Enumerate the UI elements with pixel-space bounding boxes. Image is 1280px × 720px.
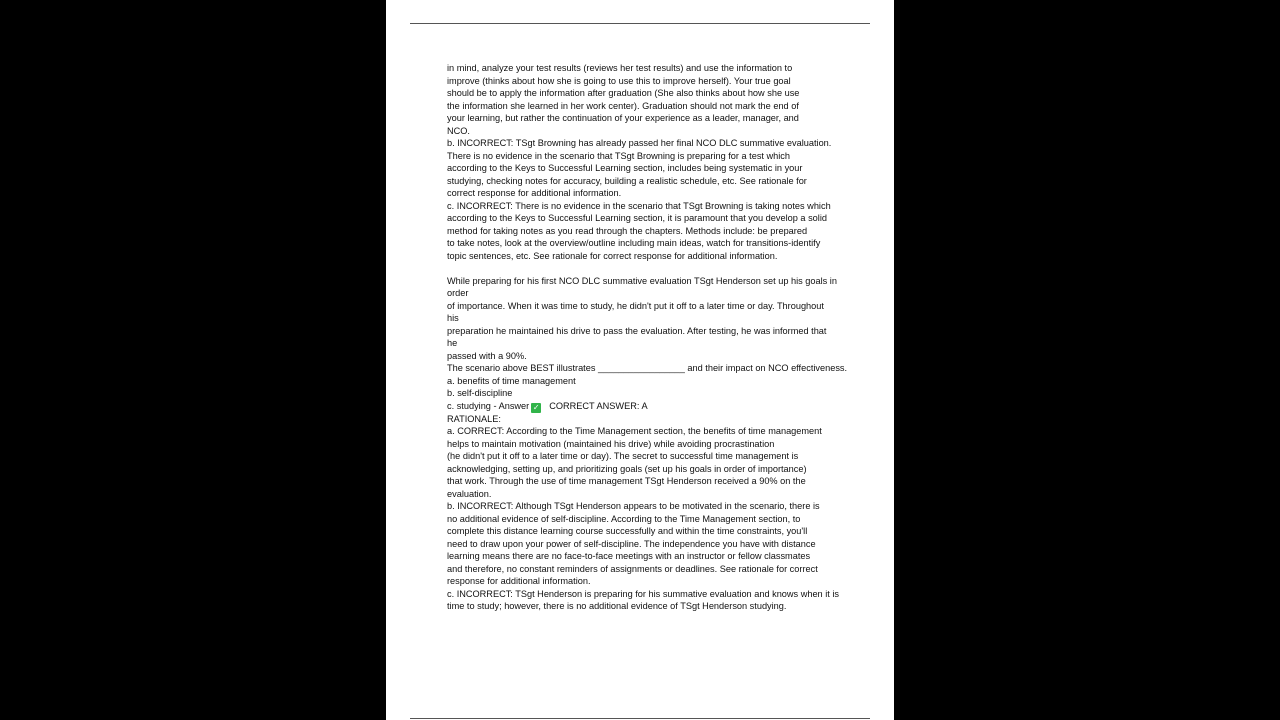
text-line: method for taking notes as you read through the chapters. Methods include: be prepared bbox=[447, 225, 808, 236]
text-line: order bbox=[447, 288, 469, 298]
paragraph-gap bbox=[447, 262, 887, 275]
text-line: improve (thinks about how she is going to use this to improve herself). Your true goal bbox=[447, 75, 791, 86]
text-line: and therefore, no constant reminders of assignments or deadlines. See rationale for correct bbox=[447, 563, 818, 574]
text-line: he bbox=[447, 338, 458, 348]
text-line: a. benefits of time management bbox=[447, 375, 576, 386]
text-line: passed with a 90%. bbox=[447, 350, 527, 361]
text-line: his bbox=[447, 313, 459, 323]
text-line: b. self-discipline bbox=[447, 388, 513, 398]
text-line: correct response for additional information. bbox=[447, 188, 622, 198]
text-line: preparation he maintained his drive to pass the evaluation. After testing, he was informed that bbox=[447, 325, 827, 336]
text-line: of importance. When it was time to study, he didn't put it off to a later time or day. Throughout bbox=[447, 300, 824, 311]
text-line: to take notes, look at the overview/outline including main ideas, watch for transitions-identify bbox=[447, 238, 821, 248]
text-line: evaluation. bbox=[447, 488, 492, 499]
text-line: NCO. bbox=[447, 125, 470, 136]
text-line: that work. Through the use of time management TSgt Henderson received a 90% on the bbox=[447, 476, 806, 486]
text-line: (he didn't put it off to a later time or day). The secret to successful time management is bbox=[447, 451, 799, 461]
text-line: response for additional information. bbox=[447, 576, 591, 586]
text-line: according to the Keys to Successful Learning section, includes being systematic in your bbox=[447, 163, 803, 173]
text-line: There is no evidence in the scenario that TSgt Browning is preparing for a test which bbox=[447, 150, 791, 161]
footer-rule bbox=[410, 718, 870, 719]
text-line: need to draw upon your power of self-discipline. The independence you have with distance bbox=[447, 538, 816, 549]
answer-prefix: c. studying - Answer bbox=[447, 400, 530, 411]
correct-answer-label: CORRECT ANSWER: A bbox=[549, 400, 648, 411]
text-line: time to study; however, there is no additional evidence of TSgt Henderson studying. bbox=[447, 601, 787, 611]
text-line: c. INCORRECT: TSgt Henderson is preparing for his summative evaluation and knows when it is bbox=[447, 588, 839, 599]
text-line: complete this distance learning course successfully and within the time constraints, you'll bbox=[447, 526, 808, 536]
text-line: helps to maintain motivation (maintained his drive) while avoiding procrastination bbox=[447, 438, 775, 449]
text-block-after bbox=[447, 413, 887, 613]
check-icon: ✓ bbox=[532, 402, 540, 412]
text-line: should be to apply the information after graduation (She also thinks about how she use bbox=[447, 88, 800, 98]
text-line: c. INCORRECT: There is no evidence in the scenario that TSgt Browning is taking notes which bbox=[447, 200, 831, 211]
text-block-before bbox=[447, 62, 887, 400]
text-line: your learning, but rather the continuation of your experience as a leader, manager, and bbox=[447, 113, 799, 123]
text-line: acknowledging, setting up, and prioritizing goals (set up his goals in order of importance) bbox=[447, 463, 807, 474]
document-page bbox=[386, 0, 894, 720]
text-line: learning means there are no face-to-face meetings with an instructor or fellow classmates bbox=[447, 551, 811, 561]
text-line: a. CORRECT: According to the Time Management section, the benefits of time management bbox=[447, 426, 822, 436]
text-line: in mind, analyze your test results (reviews her test results) and use the information to bbox=[447, 63, 793, 73]
text-line: b. INCORRECT: Although TSgt Henderson appears to be motivated in the scenario, there is bbox=[447, 501, 820, 511]
text-line: The scenario above BEST illustrates _________________ and their impact on NCO effectiveness. bbox=[447, 363, 848, 373]
header-rule bbox=[410, 23, 870, 24]
text-line: according to the Keys to Successful Learning section, it is paramount that you develop a solid bbox=[447, 213, 827, 223]
text-line: the information she learned in her work center). Graduation should not mark the end of bbox=[447, 100, 799, 111]
text-line: studying, checking notes for accuracy, building a realistic schedule, etc. See rationale for bbox=[447, 175, 807, 186]
text-line: While preparing for his first NCO DLC summative evaluation TSgt Henderson set up his goals in bbox=[447, 275, 837, 286]
text-line: no additional evidence of self-discipline. According to the Time Management section, to bbox=[447, 513, 801, 524]
document-body bbox=[447, 62, 887, 613]
text-line: b. INCORRECT: TSgt Browning has already passed her final NCO DLC summative evaluation. bbox=[447, 138, 832, 148]
text-line: topic sentences, etc. See rationale for correct response for additional information. bbox=[447, 250, 778, 261]
text-line: RATIONALE: bbox=[447, 413, 501, 424]
answer-line bbox=[447, 400, 887, 413]
